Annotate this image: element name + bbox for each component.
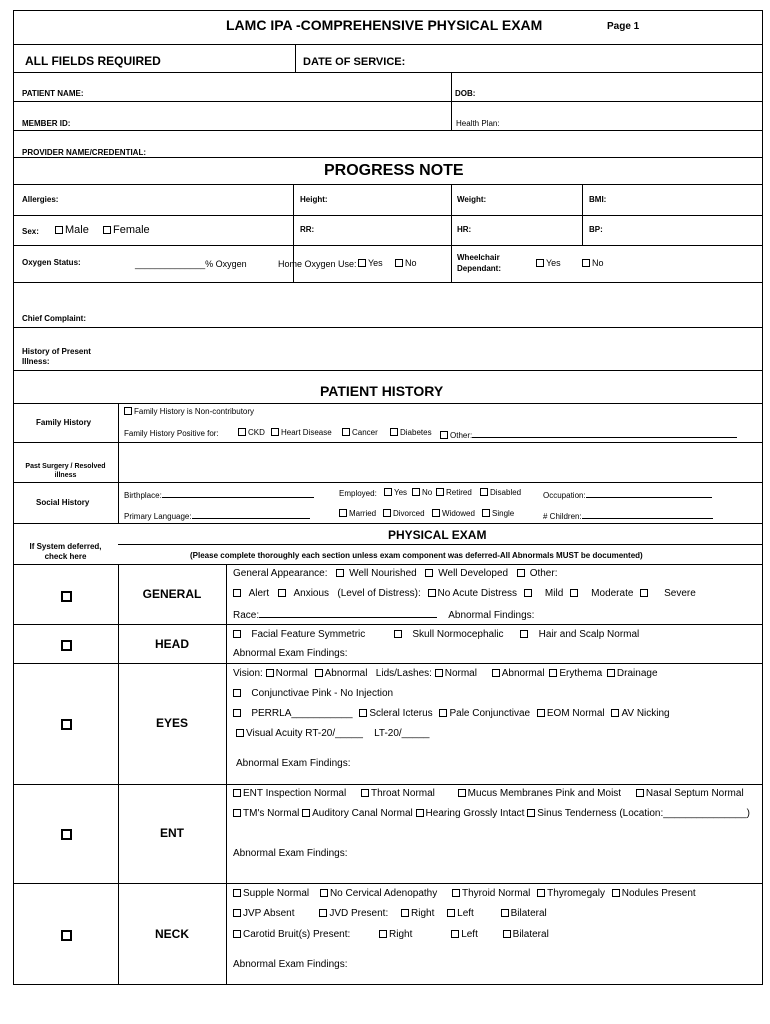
- widowed-option[interactable]: Widowed: [432, 509, 475, 518]
- checkbox-icon: [55, 226, 63, 234]
- checkbox-icon[interactable]: [315, 669, 323, 677]
- checkbox-icon[interactable]: [520, 630, 528, 638]
- checkbox-icon[interactable]: [233, 909, 241, 917]
- past-surgery-label-2: illness: [54, 472, 77, 479]
- checkbox-icon[interactable]: [458, 789, 466, 797]
- checkbox-icon[interactable]: [394, 630, 402, 638]
- weight-label: Weight:: [457, 195, 487, 204]
- checkbox-icon[interactable]: [537, 709, 545, 717]
- oxygen-percent-field[interactable]: ______________% Oxygen: [135, 259, 247, 269]
- eyes-section-label: EYES: [155, 716, 188, 730]
- neck-row-1: Supple Normal No Cervical Adenopathy Thyroid Normal Thyromegaly Nodules Present: [233, 888, 696, 899]
- provider-label: PROVIDER NAME/CREDENTIAL:: [22, 148, 147, 157]
- checkbox-icon[interactable]: [636, 789, 644, 797]
- wheelchair-label-2: Dependant:: [457, 264, 501, 273]
- progress-note-title: PROGRESS NOTE: [324, 162, 464, 179]
- page-number: Page 1: [607, 21, 640, 32]
- checkbox-icon: [482, 509, 490, 517]
- eyes-acuity-row: Visual Acuity RT-20/_____ LT-20/_____: [236, 728, 429, 739]
- employed-label: Employed:: [339, 489, 377, 498]
- family-cancer-option[interactable]: Cancer: [342, 428, 378, 437]
- checkbox-icon[interactable]: [570, 589, 578, 597]
- checkbox-icon[interactable]: [527, 809, 535, 817]
- past-surgery-label-1: Past Surgery / Resolved: [25, 463, 106, 470]
- checkbox-icon[interactable]: [640, 589, 648, 597]
- primary-language-field[interactable]: Primary Language:: [124, 509, 310, 521]
- head-abnormal-findings: Abnormal Exam Findings:: [233, 648, 348, 659]
- height-label: Height:: [300, 195, 328, 204]
- wheelchair-yes[interactable]: Yes: [536, 258, 561, 268]
- checkbox-icon[interactable]: [435, 669, 443, 677]
- patient-history-title: PATIENT HISTORY: [320, 383, 444, 399]
- checkbox-icon: [339, 509, 347, 517]
- children-field[interactable]: # Children:: [543, 509, 713, 521]
- checkbox-icon[interactable]: [233, 930, 241, 938]
- bmi-label: BMI:: [589, 195, 607, 204]
- checkbox-icon[interactable]: [233, 589, 241, 597]
- checkbox-icon: [480, 488, 488, 496]
- all-fields-required: ALL FIELDS REQUIRED: [25, 54, 161, 68]
- checkbox-icon[interactable]: [501, 909, 509, 917]
- checkbox-icon: [342, 428, 350, 436]
- family-noncontrib-option[interactable]: Family History is Non-contributory: [124, 407, 254, 416]
- checkbox-icon[interactable]: [359, 709, 367, 717]
- eyes-vision-row: Vision: Normal Abnormal Lids/Lashes: Normal Abnormal Erythema Drainage: [233, 668, 658, 679]
- checkbox-icon[interactable]: [517, 569, 525, 577]
- checkbox-icon: [383, 509, 391, 517]
- home-oxygen-no[interactable]: No: [395, 258, 417, 268]
- neck-section-label: NECK: [154, 927, 189, 941]
- ent-abnormal-findings: Abnormal Exam Findings:: [233, 848, 348, 859]
- patient-name-label: PATIENT NAME:: [22, 89, 84, 98]
- checkbox-icon: [61, 640, 72, 651]
- ent-section-label: ENT: [160, 826, 184, 840]
- head-findings-row: Facial Feature Symmetric Skull Normocephalic Hair and Scalp Normal: [233, 629, 639, 640]
- head-deferred-checkbox[interactable]: [61, 638, 72, 656]
- checkbox-icon[interactable]: [537, 889, 545, 897]
- hpi-label-1: History of Present: [22, 347, 91, 356]
- wheelchair-no[interactable]: No: [582, 258, 604, 268]
- neck-row-3: Carotid Bruit(s) Present: Right Left Bilateral: [233, 929, 549, 940]
- checkbox-icon[interactable]: [320, 889, 328, 897]
- hr-label: HR:: [457, 225, 472, 234]
- wheelchair-label-1: Wheelchair: [457, 253, 500, 262]
- sex-male-option[interactable]: Male: [55, 224, 89, 236]
- exam-instructions: (Please complete thoroughly each section unless exam component was deferred-All Abnormals MUST be documented): [190, 551, 643, 560]
- checkbox-icon: [436, 488, 444, 496]
- divorced-option[interactable]: Divorced: [383, 509, 425, 518]
- checkbox-icon[interactable]: [439, 709, 447, 717]
- checkbox-icon[interactable]: [302, 809, 310, 817]
- sex-label: Sex:: [22, 227, 39, 236]
- checkbox-icon: [61, 829, 72, 840]
- checkbox-icon[interactable]: [425, 569, 433, 577]
- checkbox-icon[interactable]: [607, 669, 615, 677]
- eyes-deferred-checkbox[interactable]: [61, 717, 72, 735]
- checkbox-icon: [61, 930, 72, 941]
- checkbox-icon: [103, 226, 111, 234]
- checkbox-icon[interactable]: [319, 909, 327, 917]
- birthplace-field[interactable]: Birthplace:: [124, 488, 314, 500]
- checkbox-icon[interactable]: [451, 930, 459, 938]
- eyes-perrla-row: PERRLA___________ Scleral Icterus Pale Conjunctivae EOM Normal AV Nicking: [233, 708, 670, 719]
- checkbox-icon[interactable]: [452, 889, 460, 897]
- checkbox-icon: [582, 259, 590, 267]
- checkbox-icon[interactable]: [336, 569, 344, 577]
- checkbox-icon: [440, 431, 448, 439]
- health-plan-label: Health Plan:: [456, 119, 500, 128]
- ent-row-1: ENT Inspection Normal Throat Normal Mucus Membranes Pink and Moist Nasal Septum Normal: [233, 788, 744, 799]
- checkbox-icon: [61, 591, 72, 602]
- checkbox-icon[interactable]: [611, 709, 619, 717]
- neck-row-2: JVP Absent JVD Present: Right Left Bilateral: [233, 908, 547, 919]
- checkbox-icon: [61, 719, 72, 730]
- married-option[interactable]: Married: [339, 509, 376, 518]
- home-oxygen-yes[interactable]: Yes: [358, 258, 383, 268]
- neck-deferred-checkbox[interactable]: [61, 928, 72, 946]
- checkbox-icon[interactable]: [233, 689, 241, 697]
- ent-deferred-checkbox[interactable]: [61, 827, 72, 845]
- checkbox-icon[interactable]: [447, 909, 455, 917]
- checkbox-icon[interactable]: [278, 589, 286, 597]
- date-of-service-label: DATE OF SERVICE:: [303, 56, 406, 68]
- checkbox-icon: [390, 428, 398, 436]
- checkbox-icon: [238, 428, 246, 436]
- head-section-label: HEAD: [154, 637, 189, 651]
- checkbox-icon[interactable]: [503, 930, 511, 938]
- family-history-label: Family History: [36, 418, 92, 427]
- checkbox-icon: [432, 509, 440, 517]
- chief-complaint-label: Chief Complaint:: [22, 314, 86, 323]
- general-section-label: GENERAL: [142, 587, 202, 601]
- family-heart-option[interactable]: Heart Disease: [271, 428, 332, 437]
- checkbox-icon[interactable]: [428, 589, 436, 597]
- checkbox-icon: [395, 259, 403, 267]
- form-title: LAMC IPA -COMPREHENSIVE PHYSICAL EXAM: [226, 17, 543, 33]
- general-deferred-checkbox[interactable]: [61, 589, 72, 607]
- checkbox-icon[interactable]: [416, 809, 424, 817]
- employed-yes-option[interactable]: Yes: [384, 488, 407, 497]
- deferred-label-2: check here: [44, 552, 87, 561]
- rr-label: RR:: [300, 225, 315, 234]
- checkbox-icon[interactable]: [233, 630, 241, 638]
- checkbox-icon: [271, 428, 279, 436]
- checkbox-icon: [536, 259, 544, 267]
- physical-exam-title: PHYSICAL EXAM: [388, 528, 487, 542]
- family-ckd-option[interactable]: CKD: [238, 428, 265, 437]
- general-appearance-row: General Appearance: Well Nourished Well Developed Other:: [233, 568, 558, 579]
- checkbox-icon: [412, 488, 420, 496]
- dob-label: DOB:: [455, 89, 476, 98]
- social-history-label: Social History: [36, 498, 90, 507]
- checkbox-icon[interactable]: [233, 789, 241, 797]
- checkbox-icon[interactable]: [549, 669, 557, 677]
- occupation-field[interactable]: Occupation:: [543, 488, 712, 500]
- checkbox-icon[interactable]: [612, 889, 620, 897]
- eyes-abnormal-findings: Abnormal Exam Findings:: [236, 758, 351, 769]
- home-oxygen-label: Home Oxygen Use:: [278, 259, 357, 269]
- checkbox-icon[interactable]: [361, 789, 369, 797]
- checkbox-icon[interactable]: [236, 729, 244, 737]
- bp-label: BP:: [589, 225, 603, 234]
- checkbox-icon[interactable]: [233, 809, 241, 817]
- checkbox-icon[interactable]: [266, 669, 274, 677]
- family-positive-label: Family History Positive for:: [124, 429, 219, 438]
- eyes-conjunctivae-row: Conjunctivae Pink - No Injection: [233, 688, 393, 699]
- allergies-label: Allergies:: [22, 195, 59, 204]
- ent-row-2: TM's Normal Auditory Canal Normal Hearing Grossly Intact Sinus Tenderness (Location:_______________): [233, 808, 750, 819]
- family-other-option[interactable]: Other:: [440, 428, 737, 440]
- deferred-label-1: If System deferred,: [29, 542, 102, 551]
- neck-abnormal-findings: Abnormal Exam Findings:: [233, 959, 348, 970]
- sex-female-option[interactable]: Female: [103, 224, 150, 236]
- checkbox-icon[interactable]: [379, 930, 387, 938]
- checkbox-icon[interactable]: [492, 669, 500, 677]
- general-distress-row: Alert Anxious (Level of Distress): No Acute Distress Mild Moderate Severe: [233, 588, 696, 599]
- single-option[interactable]: Single: [482, 509, 514, 518]
- checkbox-icon: [358, 259, 366, 267]
- member-id-label: MEMBER ID:: [22, 119, 71, 128]
- retired-option[interactable]: Retired: [436, 488, 472, 497]
- checkbox-icon[interactable]: [233, 889, 241, 897]
- family-diabetes-option[interactable]: Diabetes: [390, 428, 432, 437]
- employed-no-option[interactable]: No: [412, 488, 432, 497]
- general-race-row: Race: Abnormal Findings:: [233, 610, 535, 621]
- checkbox-icon: [384, 488, 392, 496]
- race-field[interactable]: [259, 608, 437, 618]
- checkbox-icon[interactable]: [401, 909, 409, 917]
- disabled-option[interactable]: Disabled: [480, 488, 521, 497]
- checkbox-icon[interactable]: [524, 589, 532, 597]
- oxygen-status-label: Oxygen Status:: [22, 258, 81, 267]
- checkbox-icon: [124, 407, 132, 415]
- checkbox-icon[interactable]: [233, 709, 241, 717]
- hpi-label-2: Illness:: [22, 357, 50, 366]
